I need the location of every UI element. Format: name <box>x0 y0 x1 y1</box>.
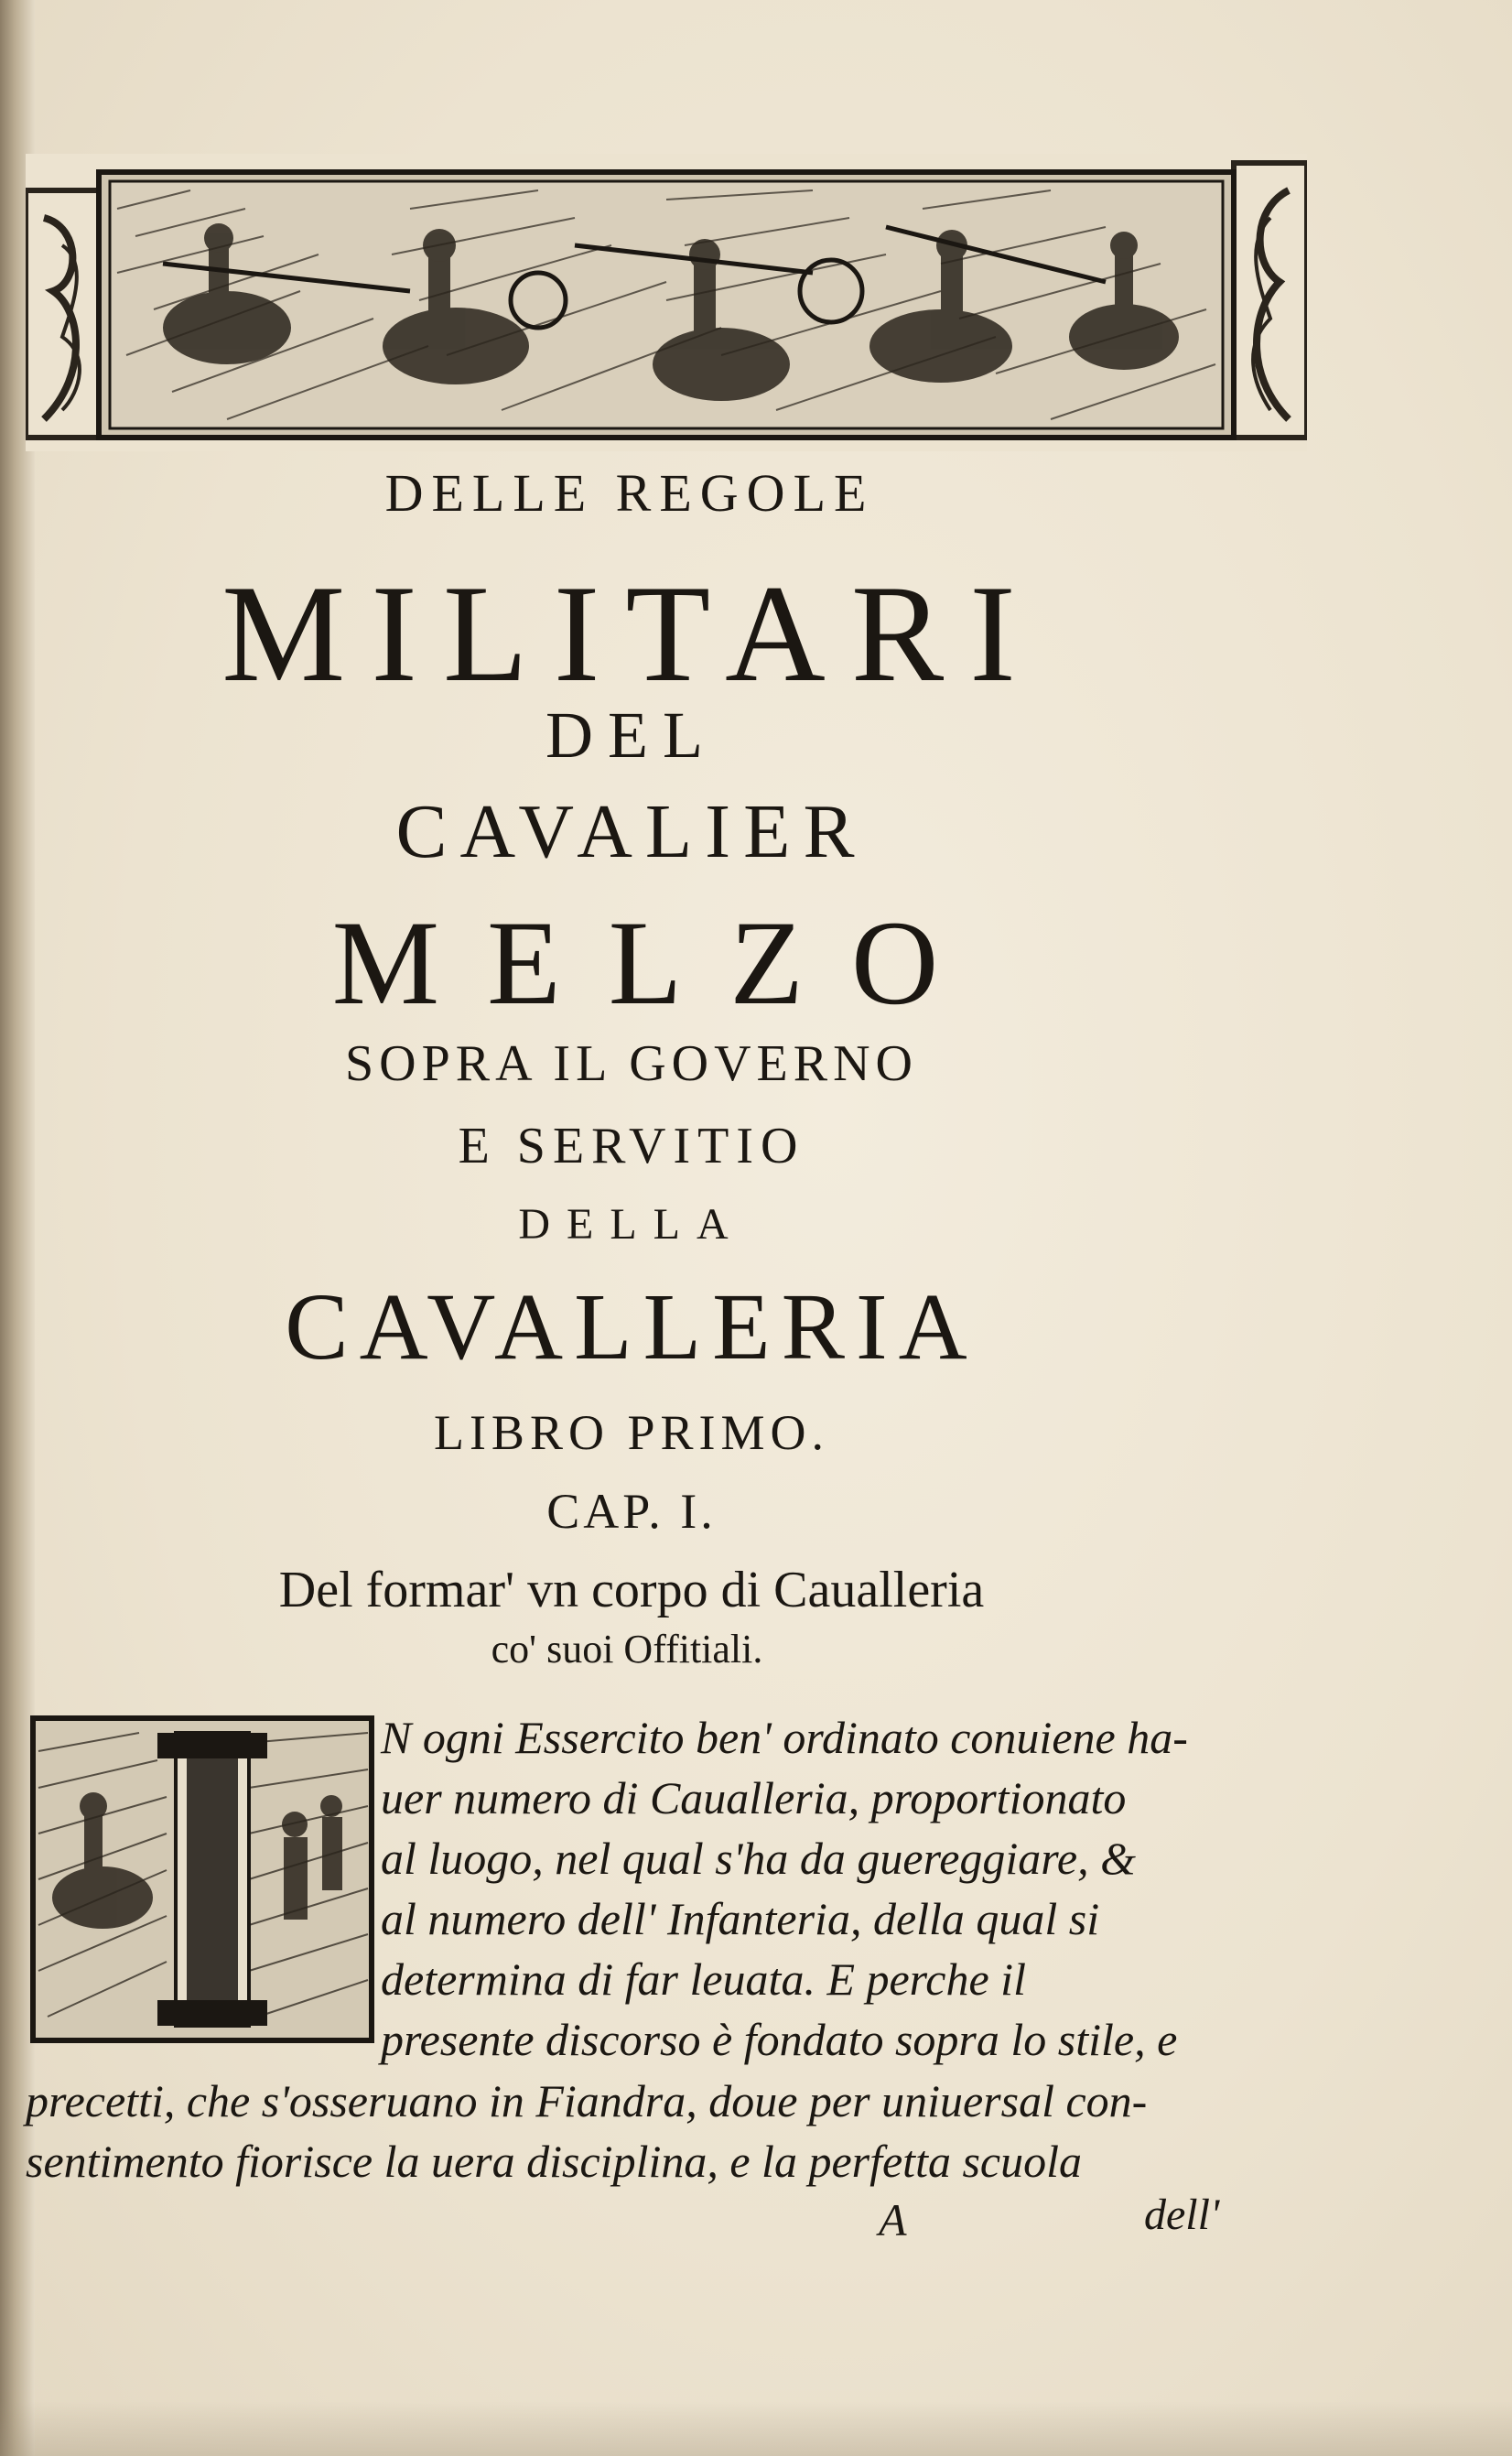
body-line: presente discorso è fondato sopra lo stile, e <box>381 2014 1178 2065</box>
title-line-delle-regole: DELLE REGOLE <box>384 463 875 523</box>
engraved-initial-battle-icon <box>29 1715 375 2044</box>
body-line: al numero dell' Infanteria, della qual si <box>381 1893 1100 1944</box>
title-line-della: DELLA <box>518 1200 745 1249</box>
page-bottom-shadow <box>0 2401 1512 2456</box>
chapter-heading: Del formar' vn corpo di Caualleria <box>278 1562 985 1618</box>
body-line: precetti, che s'osseruano in Fiandra, doue per uniuersal con- <box>26 2075 1148 2126</box>
title-line-melzo: MELZO <box>331 895 987 1030</box>
title-line-cavalleria: CAVALLERIA <box>285 1274 978 1379</box>
title-line-sopra-il-governo: SOPRA IL GOVERNO <box>345 1035 918 1092</box>
body-line: N ogni Essercito ben' ordinato conuiene ha- <box>381 1712 1188 1763</box>
catchword: dell' <box>1144 2191 1220 2239</box>
title-line-del: DEL <box>545 698 718 772</box>
title-line-e-servitio: E SERVITIO <box>458 1118 805 1174</box>
body-line: al luogo, nel qual s'ha da guereggiare, & <box>381 1833 1136 1884</box>
book-label: LIBRO PRIMO. <box>433 1405 830 1460</box>
title-line-cavalier: CAVALIER <box>395 789 868 874</box>
body-line: sentimento fiorisce la uera disciplina, e la perfetta scuola <box>26 2136 1083 2187</box>
signature-mark: A <box>879 2194 907 2245</box>
title-line-militari: MILITARI <box>221 557 1042 710</box>
chapter-number: CAP. I. <box>546 1484 717 1539</box>
chapter-subheading: co' suoi Offitiali. <box>491 1627 763 1672</box>
body-line: uer numero di Caualleria, proportionato <box>381 1772 1127 1823</box>
battle-scene-engraving-icon <box>26 154 1307 451</box>
body-line: determina di far leuata. E perche il <box>381 1953 1026 2005</box>
